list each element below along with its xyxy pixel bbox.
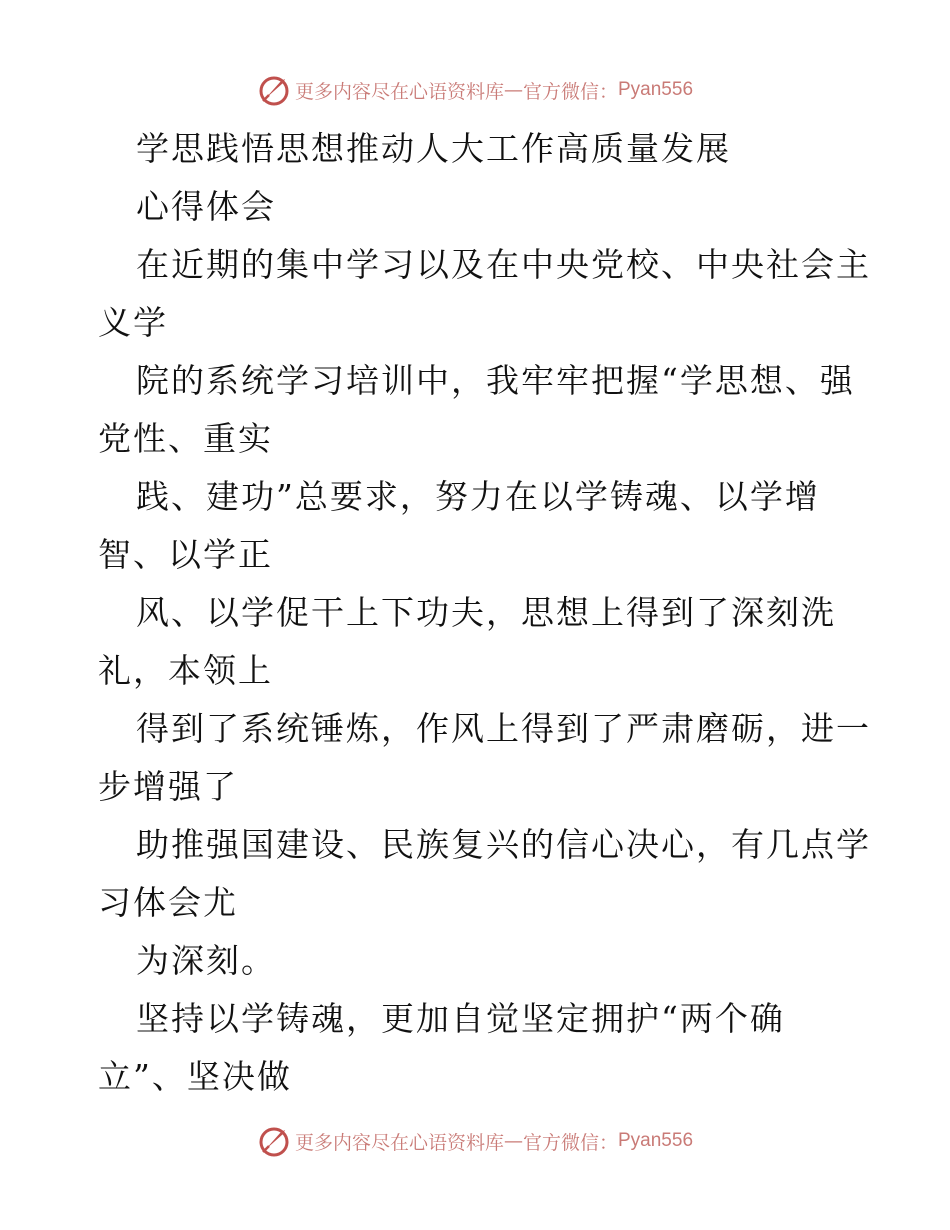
quill-logo-icon (257, 73, 291, 107)
watermark-label: 官方微信： (522, 80, 618, 103)
watermark-wechat-id: Pyan556 (618, 1130, 694, 1151)
paragraph-line: 为深刻。 (136, 941, 276, 980)
document-title: 学思践悟思想推动人大工作高质量发展 (136, 129, 731, 168)
paragraph-line: 义学 (98, 303, 168, 342)
paragraph-line: 礼，本领上 (98, 651, 273, 690)
document-body (98, 120, 871, 1106)
watermark-text: 更多内容尽在心语资料库 (294, 80, 504, 103)
paragraph-line: 风、以学促干上下功夫，思想上得到了深刻洗 (136, 593, 836, 632)
footer-watermark (0, 1123, 950, 1159)
paragraph-line: 院的系统学习培训中，我牢牢把握“学思想、强 (136, 361, 855, 400)
document-subtitle: 心得体会 (136, 187, 276, 226)
paragraph-line: 在近期的集中学习以及在中央党校、中央社会主 (136, 245, 871, 284)
watermark-dash: — (503, 1130, 523, 1152)
watermark-wechat-id: Pyan556 (618, 79, 694, 100)
paragraph-line: 助推强国建设、民族复兴的信心决心，有几点学 (136, 825, 871, 864)
watermark-text: 更多内容尽在心语资料库 (294, 1131, 504, 1154)
header-watermark (0, 72, 950, 108)
paragraph-line: 立”、坚决做 (98, 1057, 292, 1096)
watermark-label: 官方微信： (522, 1131, 618, 1154)
paragraph-line: 智、以学正 (98, 535, 273, 574)
quill-logo-icon (257, 1124, 291, 1158)
paragraph-line: 步增强了 (98, 767, 238, 806)
paragraph-line: 党性、重实 (98, 419, 273, 458)
paragraph-line: 践、建功”总要求，努力在以学铸魂、以学增 (136, 477, 820, 516)
paragraph-line: 习体会尤 (98, 883, 238, 922)
watermark-dash: — (503, 79, 523, 101)
paragraph-line: 坚持以学铸魂，更加自觉坚定拥护“两个确 (136, 999, 785, 1038)
paragraph-line: 得到了系统锤炼，作风上得到了严肃磨砺，进一 (136, 709, 871, 748)
